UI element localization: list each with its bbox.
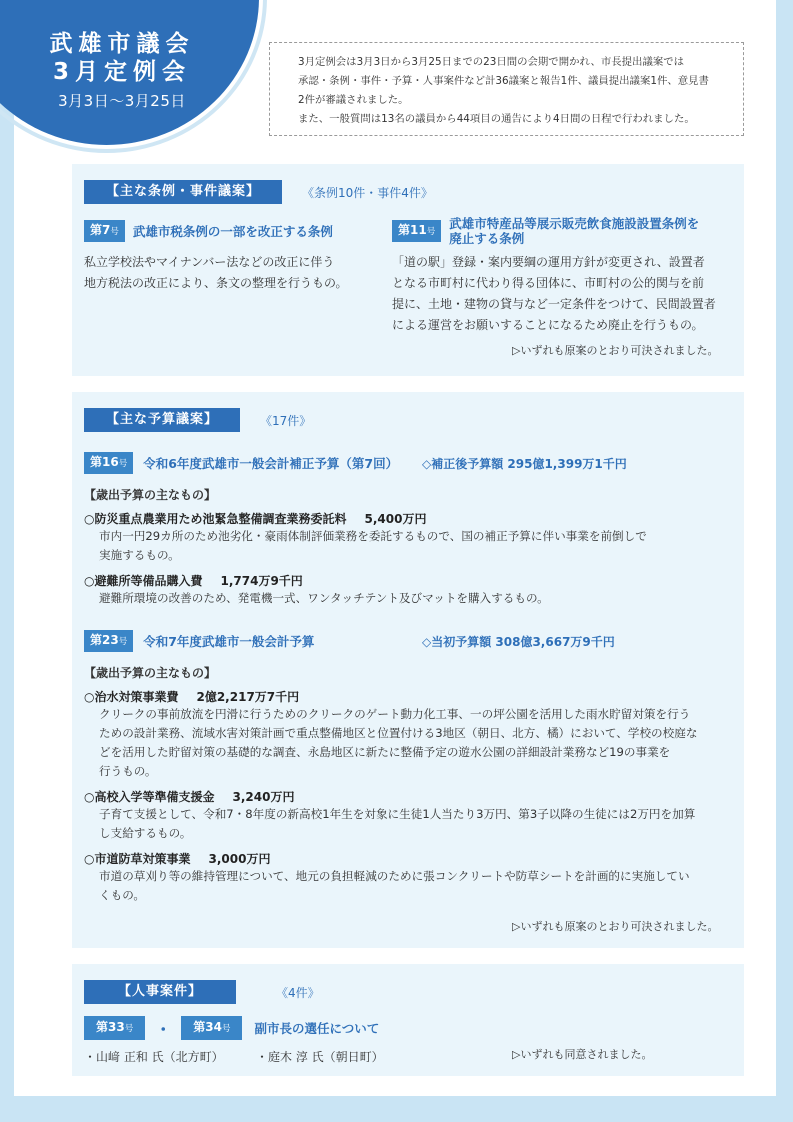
personnel-section — [72, 964, 744, 1076]
ordinance-item-7 — [84, 220, 374, 294]
budget-section — [72, 392, 744, 948]
intro-line: また、一般質問は13名の議員から44項目の通告により4日間の日程で行われました。 — [298, 113, 695, 125]
budget-bill-23-header — [84, 630, 734, 652]
budget-item-description: 避難所環境の改善のため、発電機一式、ワンタッチテント及びマットを購入するもの。 — [99, 591, 549, 605]
budget-item — [84, 572, 729, 608]
bill-number-tag: 第7号 — [84, 220, 125, 242]
budget-bill-16-header — [84, 452, 734, 474]
page — [14, 0, 776, 1096]
budget-amount: ◇補正後予算額 295億1,399万1千円 — [422, 456, 627, 471]
bill-title: 副市長の選任について — [254, 1021, 380, 1036]
appointee-2: ・庭木 淳 氏（朝日町） — [256, 1050, 384, 1064]
personnel-section-header — [84, 980, 320, 1004]
section-label: 【主な条例・事件議案】 — [84, 180, 282, 204]
budget-item-description: 子育て支援として、令和7・8年度の新高校1年生を対象に生徒1人当たり3万円、第3子以降の生徒には2万円を加算 し支給するもの。 — [99, 807, 696, 840]
personnel-result: ▷いずれも同意されました。 — [512, 1048, 653, 1061]
personnel-bill-header — [84, 1016, 379, 1040]
budget-item-description: 市内一円29カ所のため池劣化・豪雨体制評価業務を委託するもので、国の補正予算に伴い事業を前倒しで 実施するもの。 — [99, 529, 647, 562]
budget-item — [84, 510, 729, 565]
bill-title: 武雄市税条例の一部を改正する条例 — [132, 224, 333, 239]
ordinance-section-header — [84, 180, 433, 204]
budget-item-description: 市道の草刈り等の維持管理について、地元の負担軽減のために張コンクリートや防草シートを計画的に実施してい くもの。 — [99, 869, 690, 902]
bill-title: 武雄市特産品等展示販売飲食施設設置条例を 廃止する条例 — [449, 216, 700, 246]
bill-number-tag: 第11号 — [392, 220, 441, 242]
bill-number-tag: 第23号 — [84, 630, 133, 652]
expenditure-heading: 【歳出予算の主なもの】 — [84, 488, 217, 502]
bill-description: 「道の駅」登録・案内要綱の運用方針が変更され、設置者 となる市町村に代わり得る団体に、市町村の公的関与を前 提に、土地・建物の貸与など一定条件をつけて、民間設置者 による運営をお願いすることになるため廃止を行うもの。 — [392, 255, 716, 332]
section-count: 《17件》 — [260, 413, 312, 428]
budget-item-name: ○高校入学等準備支援金 3,240万円 — [84, 790, 295, 804]
session-dates: 3月3日〜3月25日 — [58, 92, 186, 110]
intro-box — [269, 42, 744, 136]
expenditure-heading: 【歳出予算の主なもの】 — [84, 666, 217, 680]
bill-title: 令和6年度武雄市一般会計補正予算（第7回） — [143, 456, 399, 471]
separator: ・ — [155, 1019, 172, 1039]
bill-description: 私立学校法やマイナンバー法などの改正に伴う 地方税法の改正により、条文の整理を行うもの。 — [84, 255, 348, 290]
budget-item-name: ○防災重点農業用ため池緊急整備調査業務委託料 5,400万円 — [84, 512, 427, 526]
budget-amount: ◇当初予算額 308億3,667万9千円 — [422, 634, 615, 649]
section-count: 《条例10件・事件4件》 — [302, 185, 433, 200]
budget-section-header — [84, 408, 311, 432]
bill-number-tag: 第34号 — [181, 1016, 242, 1040]
bill-title: 令和7年度武雄市一般会計予算 — [143, 634, 315, 649]
budget-item — [84, 688, 729, 781]
intro-line: 2件が審議されました。 — [298, 94, 409, 106]
intro-line: 承認・条例・事件・予算・人事案件など計36議案と報告1件、議員提出議案1件、意見書 — [298, 75, 709, 87]
intro-line: 3月定例会は3月3日から3月25日までの23日間の会期で開かれ、市長提出議案では — [298, 56, 685, 68]
title-badge-text — [32, 30, 212, 111]
bill-number-tag: 第33号 — [84, 1016, 145, 1040]
section-count: 《4件》 — [276, 985, 320, 1000]
ordinance-result: ▷いずれも原案のとおり可決されました。 — [512, 344, 719, 357]
section-label: 【人事案件】 — [84, 980, 236, 1004]
bill-number-tag: 第16号 — [84, 452, 133, 474]
budget-item-name: ○治水対策事業費 2億2,217万7千円 — [84, 690, 300, 704]
budget-item-name: ○市道防草対策事業 3,000万円 — [84, 852, 271, 866]
budget-item-name: ○避難所等備品購入費 1,774万9千円 — [84, 574, 303, 588]
title-line-1: 武雄市議会 — [49, 31, 195, 57]
appointee-1: ・山﨑 正和 氏（北方町） — [84, 1050, 224, 1064]
ordinance-section — [72, 164, 744, 376]
budget-result: ▷いずれも原案のとおり可決されました。 — [512, 920, 719, 933]
section-label: 【主な予算議案】 — [84, 408, 240, 432]
budget-item-description: クリークの事前放流を円滑に行うためのクリークのゲート動力化工事、一の坪公園を活用した雨水貯留対策を行う ための設計業務、流域水害対策計画で重点整備地区と位置付ける3地区（朝日、北方、橘）において、学校の校庭な どを活用した貯留対策の基礎的な調査、永島地区に新たに整備予定の遊水公園の詳細設計業務など19の事業を 行うもの。 — [99, 707, 698, 778]
budget-item — [84, 850, 729, 905]
ordinance-item-11 — [392, 216, 737, 336]
budget-item — [84, 788, 729, 843]
title-line-2: 3月定例会 — [52, 59, 191, 85]
